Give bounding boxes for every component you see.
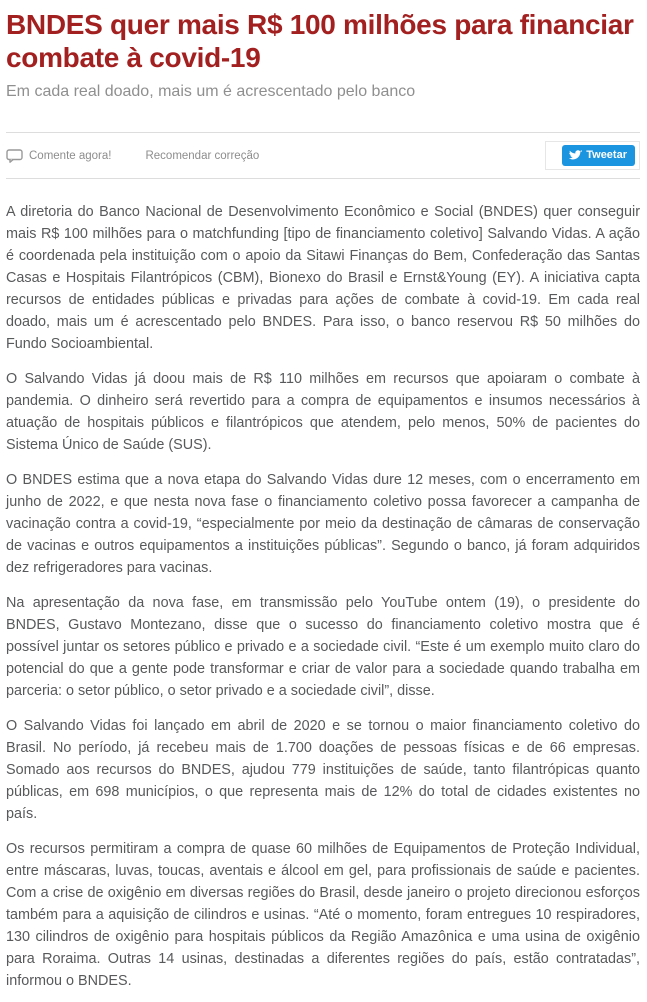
article-body xyxy=(6,201,640,992)
correction-link[interactable] xyxy=(145,150,259,162)
article-paragraph: A diretoria do Banco Nacional de Desenvolvimento Econômico e Social (BNDES) quer conseguir mais R$ 100 milhões para o matchfunding [tipo de financiamento coletivo] Salvando Vidas. A ação é coordenada pela instituição com o apoio da Sitawi Finanças do Bem, Confederação das Santas Casas e Hospitais Filantrópicos (CBM), Bionexo do Brasil e Ernst&Young (EY). A iniciativa capta recursos de entidades públicas e privadas para ações de combate à covid-19. Em cada real doado, mais um é acrescentado pelo BNDES. Para isso, o banco reservou R$ 50 milhões do Fundo Socioambiental. xyxy=(6,204,640,352)
article-paragraph: O Salvando Vidas foi lançado em abril de 2020 e se tornou o maior financiamento coletivo do Brasil. No período, já recebeu mais de 1.700 doações de pessoas físicas e de 66 empresas. Somado aos recursos do BNDES, ajudou 779 instituições de saúde, tanto filantrópicas quanto públicas, em 698 municípios, o que representa mais de 12% do total de cidades existentes no país. xyxy=(6,718,640,822)
article-paragraph: Na apresentação da nova fase, em transmissão pelo YouTube ontem (19), o presidente do BNDES, Gustavo Montezano, disse que o sucesso do financiamento coletivo mostra que é possível juntar os setores público e privado e a sociedade civil. “Este é um exemplo muito claro do potencial do que a gente pode transformar e criar de valor para a sociedade quando trabalha em parceria: o setor público, o setor privado e a sociedade civil”, disse. xyxy=(6,595,640,699)
article-subtitle: Em cada real doado, mais um é acrescentado pelo banco xyxy=(6,83,416,100)
comment-icon xyxy=(6,149,23,163)
correction-link-label: Recomendar correção xyxy=(145,149,260,162)
article-paragraph: O BNDES estima que a nova etapa do Salvando Vidas dure 12 meses, com o encerramento em junho de 2022, e que nesta nova fase o financiamento coletivo possa favorecer a campanha de vacinação contra a covid-19, “especialmente por meio da destinação de câmaras de conservação de vacinas e outros equipamentos a instituições públicas”. Segundo o banco, já foram adquiridos dez refrigeradores para vacinas. xyxy=(6,472,640,576)
article-toolbar xyxy=(6,132,640,179)
comment-link-label: Comente agora! xyxy=(29,149,112,162)
tweet-button-label: Tweetar xyxy=(586,149,627,161)
comment-link[interactable] xyxy=(6,149,111,163)
page-title: BNDES quer mais R$ 100 milhões para financiar combate à covid-19 xyxy=(6,9,634,73)
tweet-button[interactable] xyxy=(562,145,635,166)
twitter-bird-icon xyxy=(569,150,582,161)
article-paragraph: Os recursos permitiram a compra de quase 60 milhões de Equipamentos de Proteção Individual, entre máscaras, luvas, toucas, aventais e álcool em gel, para profissionais de saúde e pacientes. Com a crise de oxigênio em diversas regiões do Brasil, desde janeiro o projeto direcionou esforços também para a aquisição de cilindros e usinas. “Até o momento, foram entregues 10 respiradores, 130 cilindros de oxigênio para hospitais públicos da Região Amazônica e uma usina de oxigênio para Roraima. Outras 14 usinas, destinadas a diferentes regiões do país, estão contratadas”, informou o BNDES. xyxy=(6,841,640,989)
article-paragraph: O Salvando Vidas já doou mais de R$ 110 milhões em recursos que apoiaram o combate à pandemia. O dinheiro será revertido para a compra de equipamentos e insumos necessários à atuação de hospitais públicos e filantrópicos que atendem, pelo menos, 50% de pacientes do Sistema Único de Saúde (SUS). xyxy=(6,371,640,453)
article-header xyxy=(6,8,640,102)
tweet-widget xyxy=(545,141,640,170)
